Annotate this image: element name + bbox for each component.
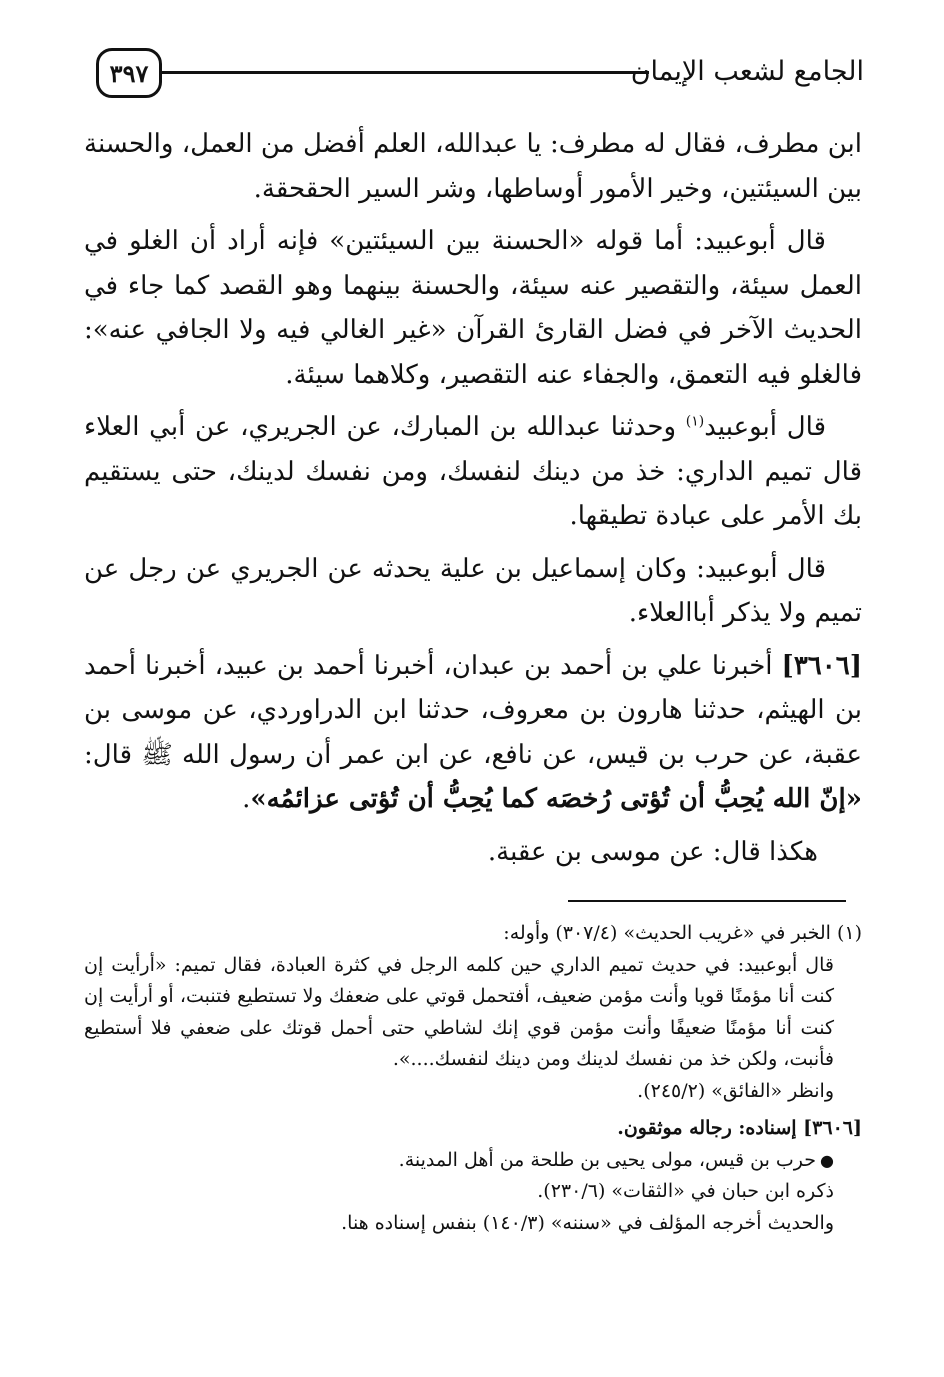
paragraph-3-lead: قال أبوعبيد — [704, 412, 826, 442]
footnote-reference[interactable]: (١) — [685, 413, 705, 430]
footnote-2-heading: [٣٦٠٦] إسناده: رجاله موثقون. — [617, 1117, 862, 1139]
paragraph-2: قال أبوعبيد: أما قوله «الحسنة بين السيئتين» فإنه أراد أن الغلو في العمل سيئة، والتقصير عنه سيئة، والحسنة بينهما وهو القصد كما جاء في الحديث الآخر في فضل القارئ القرآن «غير الغالي فيه ولا الجافي عنه»: فالغلو فيه التعمق، والجفاء عنه التقصير، وكلاهما سيئة. — [84, 226, 862, 390]
footnote-separator — [568, 900, 846, 902]
footnote-1-reference: وانظر «الفائق» (٢٤٥/٢). — [637, 1079, 834, 1102]
hadith-number: [٣٦٠٦] — [781, 650, 862, 681]
hadith-chain: أخبرنا علي بن أحمد بن عبدان، أخبرنا أحمد بن عبيد، أخبرنا أحمد بن الهيثم، حدثنا هارون بن معروف، حدثنا ابن الدراوردي، عن موسى بن عقبة، عن حرب بن قيس، عن نافع، عن ابن عمر أن رسول الله ﷺ قال: — [84, 650, 862, 770]
footnote-1-source: (١) الخبر في «غريب الحديث» (٣٠٧/٤) وأوله: — [503, 922, 862, 944]
footnotes — [84, 918, 862, 1239]
page-number-badge — [96, 48, 162, 98]
paragraph-3-text: وحدثنا عبدالله بن المبارك، عن الجريري، عن أبي العلاء قال تميم الداري: خذ من دينك لنفسك، ومن نفسك لدينك، حتى يستقيم بك الأمر على عبادة تطيقها. — [84, 412, 862, 531]
footnote-2-line-3: والحديث أخرجه المؤلف في «سننه» (١٤٠/٣) بنفس إسناده هنا. — [341, 1211, 834, 1234]
footnote-2-bullet-text: حرب بن قيس، مولى يحيى بن طلحة من أهل المدينة. — [398, 1148, 817, 1171]
page-number: ٣٩٧ — [109, 58, 149, 88]
footnote-2-line-2: ذكره ابن حبان في «الثقات» (٢٣٠/٦). — [537, 1180, 834, 1202]
bullet-icon: ● — [820, 1150, 834, 1170]
hadith-end: . — [242, 784, 251, 814]
footnote-1-body: قال أبوعبيد: في حديث تميم الداري حين كلمه الرجل في كثرة العبادة، فقال تميم: «أرأيت إن كنت أنا مؤمنًا قويا وأنت مؤمن ضعيف، أفتحمل قوتي على ضعفك ولا تستطيع فتنبت، أو أرأيت إن كنت أنا مؤمنًا ضعيفًا وأنت مؤمن قوي إنك لشاطي حتى أحمل قوتك على ضعفي فلا أستطيع فأنبت، ولكن خذ من نفسك لدينك ومن دينك لنفسك....». — [84, 953, 834, 1070]
footnote-2-bullet — [84, 1145, 862, 1177]
paragraph-1: ابن مطرف، فقال له مطرف: يا عبدالله، العلم أفضل من العمل، والحسنة بين السيئتين، وخير الأمور أوساطها، وشر السير الحقحقة. — [84, 129, 862, 204]
closing-remark: هكذا قال: عن موسى بن عقبة. — [487, 836, 818, 867]
paragraph-3 — [84, 405, 862, 539]
header-rule — [152, 71, 649, 74]
hadith-entry — [84, 644, 862, 822]
page-header — [88, 44, 864, 104]
paragraph-4: قال أبوعبيد: وكان إسماعيل بن علية يحدثه عن الجريري عن رجل عن تميم ولا يذكر أباالعلاء. — [84, 553, 862, 628]
running-title: الجامع لشعب الإيمان — [630, 56, 864, 87]
main-text — [84, 122, 862, 874]
hadith-text: «إنّ الله يُحِبُّ أن تُؤتى رُخصَه كما يُحِبُّ أن تُؤتى عزائمُه» — [250, 784, 862, 814]
